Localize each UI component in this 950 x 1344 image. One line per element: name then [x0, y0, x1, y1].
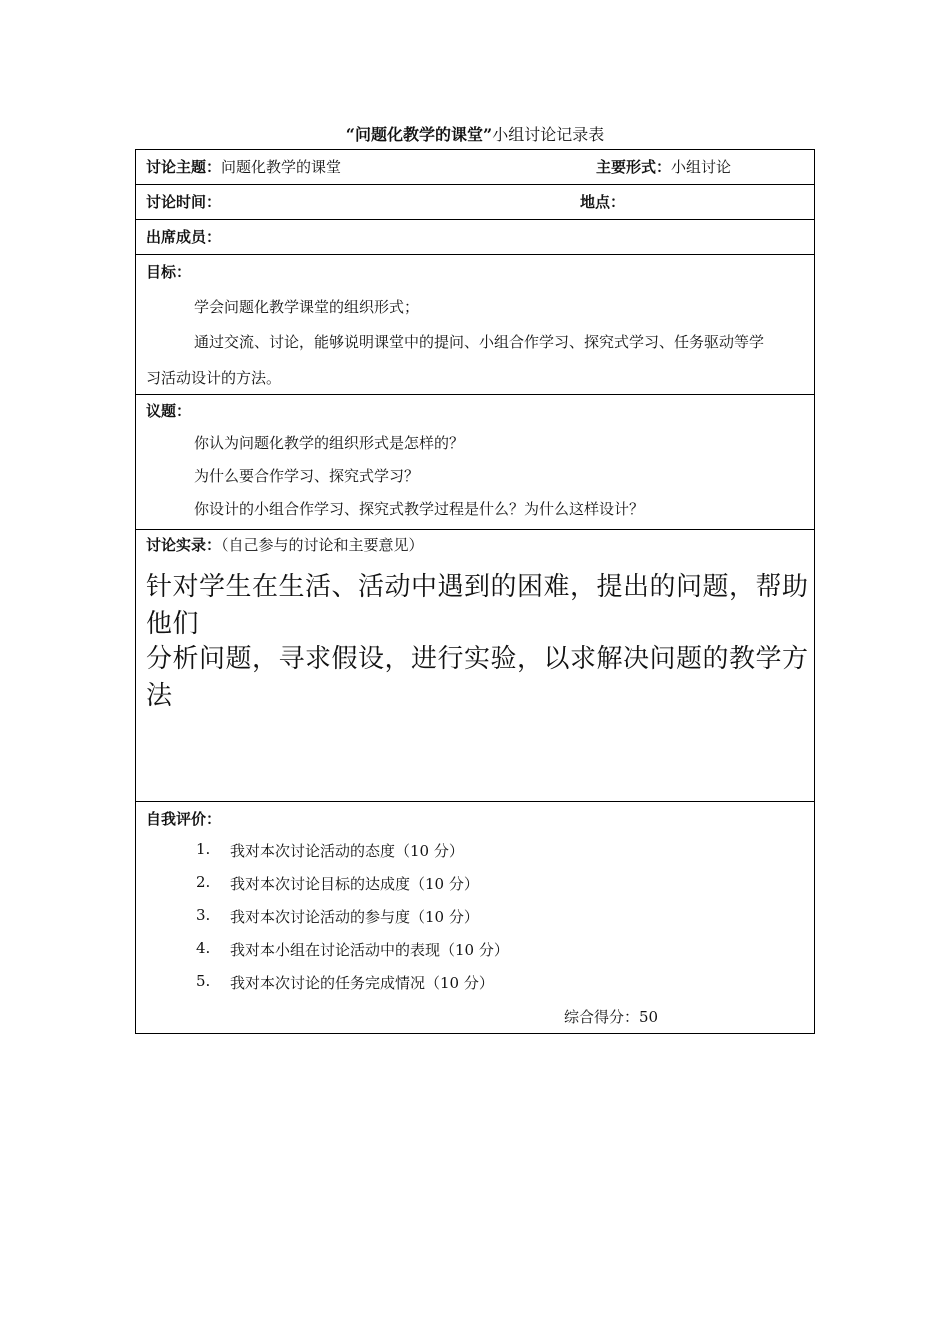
goal-line-2: 通过交流、讨论，能够说明课堂中的提问、小组合作学习、探究式学习、任务驱动等学 — [194, 333, 765, 351]
total-score-value[interactable]: 50 — [639, 1008, 659, 1026]
issue-question-1: 你认为问题化教学的组织形式是怎样的？ — [194, 434, 465, 452]
members-label: 出席成员： — [146, 228, 222, 246]
eval-item — [136, 939, 816, 961]
form-label: 主要形式： — [596, 158, 672, 176]
record-text-line-2[interactable]: 分析问题，寻求假设，进行实验，以求解决问题的教学方法 — [146, 644, 809, 711]
eval-item-text: 我对本次讨论活动的态度（10 分） — [230, 842, 464, 860]
issue-question-3: 你设计的小组合作学习、探究式教学过程是什么？为什么这样设计？ — [194, 500, 645, 518]
eval-item-number: 5. — [196, 972, 211, 990]
record-label: 讨论实录： — [146, 536, 222, 554]
eval-item — [136, 840, 816, 862]
page-title — [0, 124, 950, 146]
eval-item-text: 我对本次讨论目标的达成度（10 分） — [230, 875, 479, 893]
eval-item-text: 我对本次讨论的任务完成情况（10 分） — [230, 974, 494, 992]
eval-item-number: 2. — [196, 873, 211, 891]
issues-section — [136, 395, 814, 530]
topic-label: 讨论主题： — [146, 158, 222, 176]
time-label: 讨论时间： — [146, 193, 222, 211]
title-rest: 小组讨论记录表 — [492, 125, 605, 144]
goals-section — [136, 255, 814, 395]
goal-line-3: 习活动设计的方法。 — [146, 369, 282, 387]
topic-cell — [146, 156, 341, 177]
self-eval-label: 自我评价： — [146, 810, 222, 828]
topic-row — [136, 150, 814, 185]
record-text-line-1[interactable]: 针对学生在生活、活动中遇到的困难，提出的问题，帮助他们 — [146, 572, 809, 639]
eval-item-text: 我对本次讨论活动的参与度（10 分） — [230, 908, 479, 926]
eval-item — [136, 906, 816, 928]
form-cell — [596, 156, 731, 177]
goals-label: 目标： — [146, 263, 192, 281]
record-hint: （自己参与的讨论和主要意见） — [221, 536, 424, 554]
record-section — [136, 530, 814, 802]
total-score-label: 综合得分： — [564, 1008, 640, 1026]
issue-question-2: 为什么要合作学习、探究式学习？ — [194, 467, 420, 485]
title-bold-part: “问题化教学的课堂” — [345, 125, 493, 144]
eval-item — [136, 972, 816, 994]
time-place-row — [136, 185, 814, 220]
issues-label: 议题： — [146, 402, 192, 420]
eval-item — [136, 873, 816, 895]
form-value[interactable]: 小组讨论 — [671, 158, 732, 176]
members-row — [136, 220, 814, 255]
discussion-record-form — [135, 149, 815, 1034]
goal-line-1: 学会问题化教学课堂的组织形式； — [194, 298, 420, 316]
eval-item-text: 我对本小组在讨论活动中的表现（10 分） — [230, 941, 509, 959]
eval-item-number: 4. — [196, 939, 211, 957]
eval-item-number: 3. — [196, 906, 211, 924]
self-eval-section — [136, 802, 814, 1033]
place-label: 地点： — [580, 193, 626, 211]
record-heading — [146, 534, 424, 555]
eval-item-number: 1. — [196, 840, 211, 858]
topic-value[interactable]: 问题化教学的课堂 — [221, 158, 342, 176]
total-score — [564, 1006, 658, 1027]
